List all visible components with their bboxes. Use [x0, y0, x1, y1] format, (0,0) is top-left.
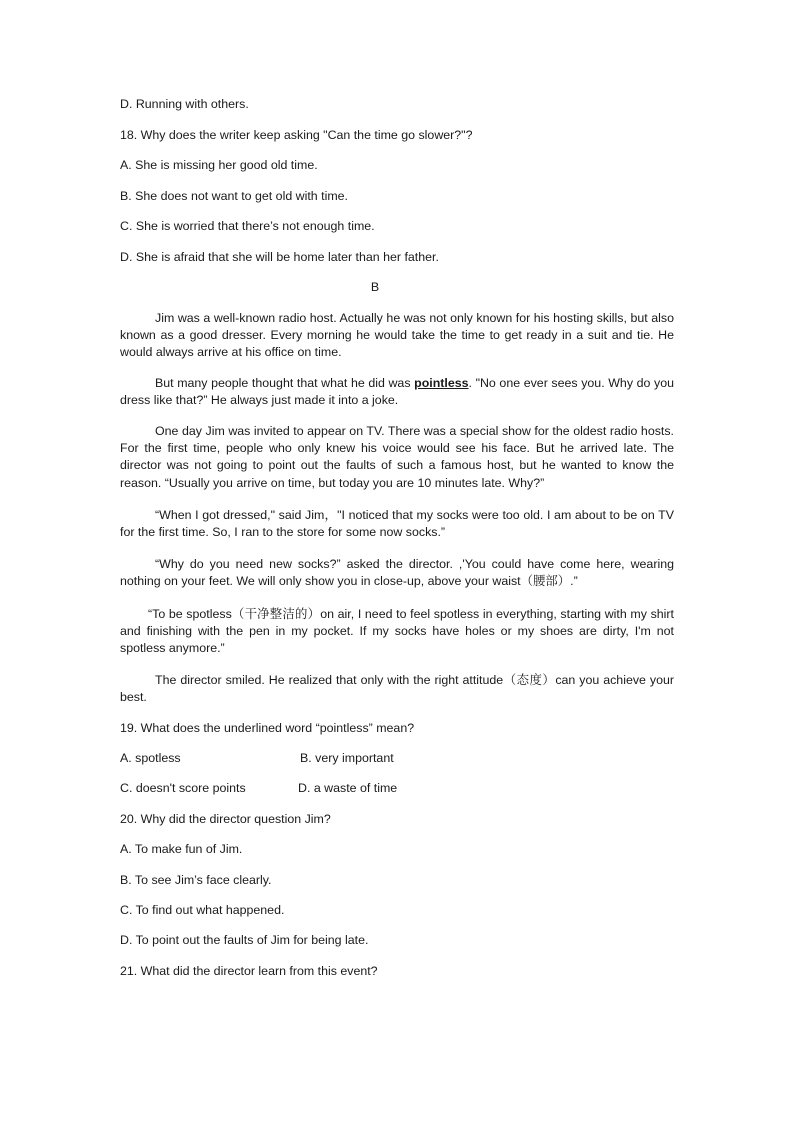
- q19-option-b: B. very important: [300, 751, 394, 765]
- q18-option-b: B. She does not want to get old with time.: [120, 189, 348, 203]
- passage-paragraph-7: The director smiled. He realized that only with the right attitude（态度）can you achieve your best.: [120, 673, 674, 705]
- passage-paragraph-5: “Why do you need new socks?” asked the director. ,'You could have come here, wearing nothing on your feet. We will only show you in close-up, above your waist（腰部）.”: [120, 557, 674, 589]
- passage-paragraph-2: [120, 375, 674, 409]
- passage-paragraph-3: One day Jim was invited to appear on TV. There was a special show for the oldest radio hosts. For the first time, people who only knew his voice would see his face. But he arrived late. The director was not going to point out the faults of such a famous host, but he wanted to know the reason. “Usually you arrive on time, but today you are 10 minutes late. Why?”: [120, 424, 674, 490]
- passage-paragraph-4: “When I got dressed," said Jim，"I noticed that my socks were too old. I am about to be on TV for the first time. So, I ran to the store for some now socks.”: [120, 508, 674, 540]
- q21-question: 21. What did the director learn from this event?: [120, 964, 378, 978]
- q19-option-c: C. doesn't score points: [120, 781, 246, 795]
- q17-option-d: D. Running with others.: [120, 97, 249, 111]
- q20-question: 20. Why did the director question Jim?: [120, 812, 331, 826]
- underlined-word-pointless: pointless: [414, 376, 469, 390]
- passage-paragraph-1: Jim was a well-known radio host. Actually he was not only known for his hosting skills, but also known as a good dresser. Every morning he would take the time to get ready in a suit and tie. He would always arrive at his office on time.: [120, 311, 674, 360]
- q19-options-row-2: [120, 780, 676, 797]
- section-label: B: [370, 280, 380, 294]
- q19-option-a: A. spotless: [120, 751, 181, 765]
- q20-option-b: B. To see Jim’s face clearly.: [120, 873, 272, 887]
- q19-question: 19. What does the underlined word “pointless” mean?: [120, 721, 415, 735]
- p2-text-after: . "No one ever sees you. Why do you dress like that?” He always just made it into a joke.: [120, 376, 675, 408]
- p2-text-before: But many people thought that what he did was: [155, 376, 415, 390]
- q20-option-c: C. To find out what happened.: [120, 903, 285, 917]
- q19-option-d: D. a waste of time: [298, 781, 398, 795]
- q18-option-d: D. She is afraid that she will be home later than her father.: [120, 250, 439, 264]
- q19-options-row-1: [120, 750, 676, 767]
- q20-option-a: A. To make fun of Jim.: [120, 842, 243, 856]
- q20-option-d: D. To point out the faults of Jim for being late.: [120, 933, 369, 947]
- q18-option-a: A. She is missing her good old time.: [120, 158, 318, 172]
- q18-question: 18. Why does the writer keep asking "Can the time go slower?"?: [120, 128, 473, 142]
- q18-option-c: C. She is worried that there’s not enough time.: [120, 219, 375, 233]
- passage-paragraph-6: “To be spotless（干净整洁的）on air, I need to feel spotless in everything, starting with my shirt and finishing with the pen in my pocket. If my socks have holes or my shoes are dirty, I'm not spotless anymore.”: [120, 607, 674, 656]
